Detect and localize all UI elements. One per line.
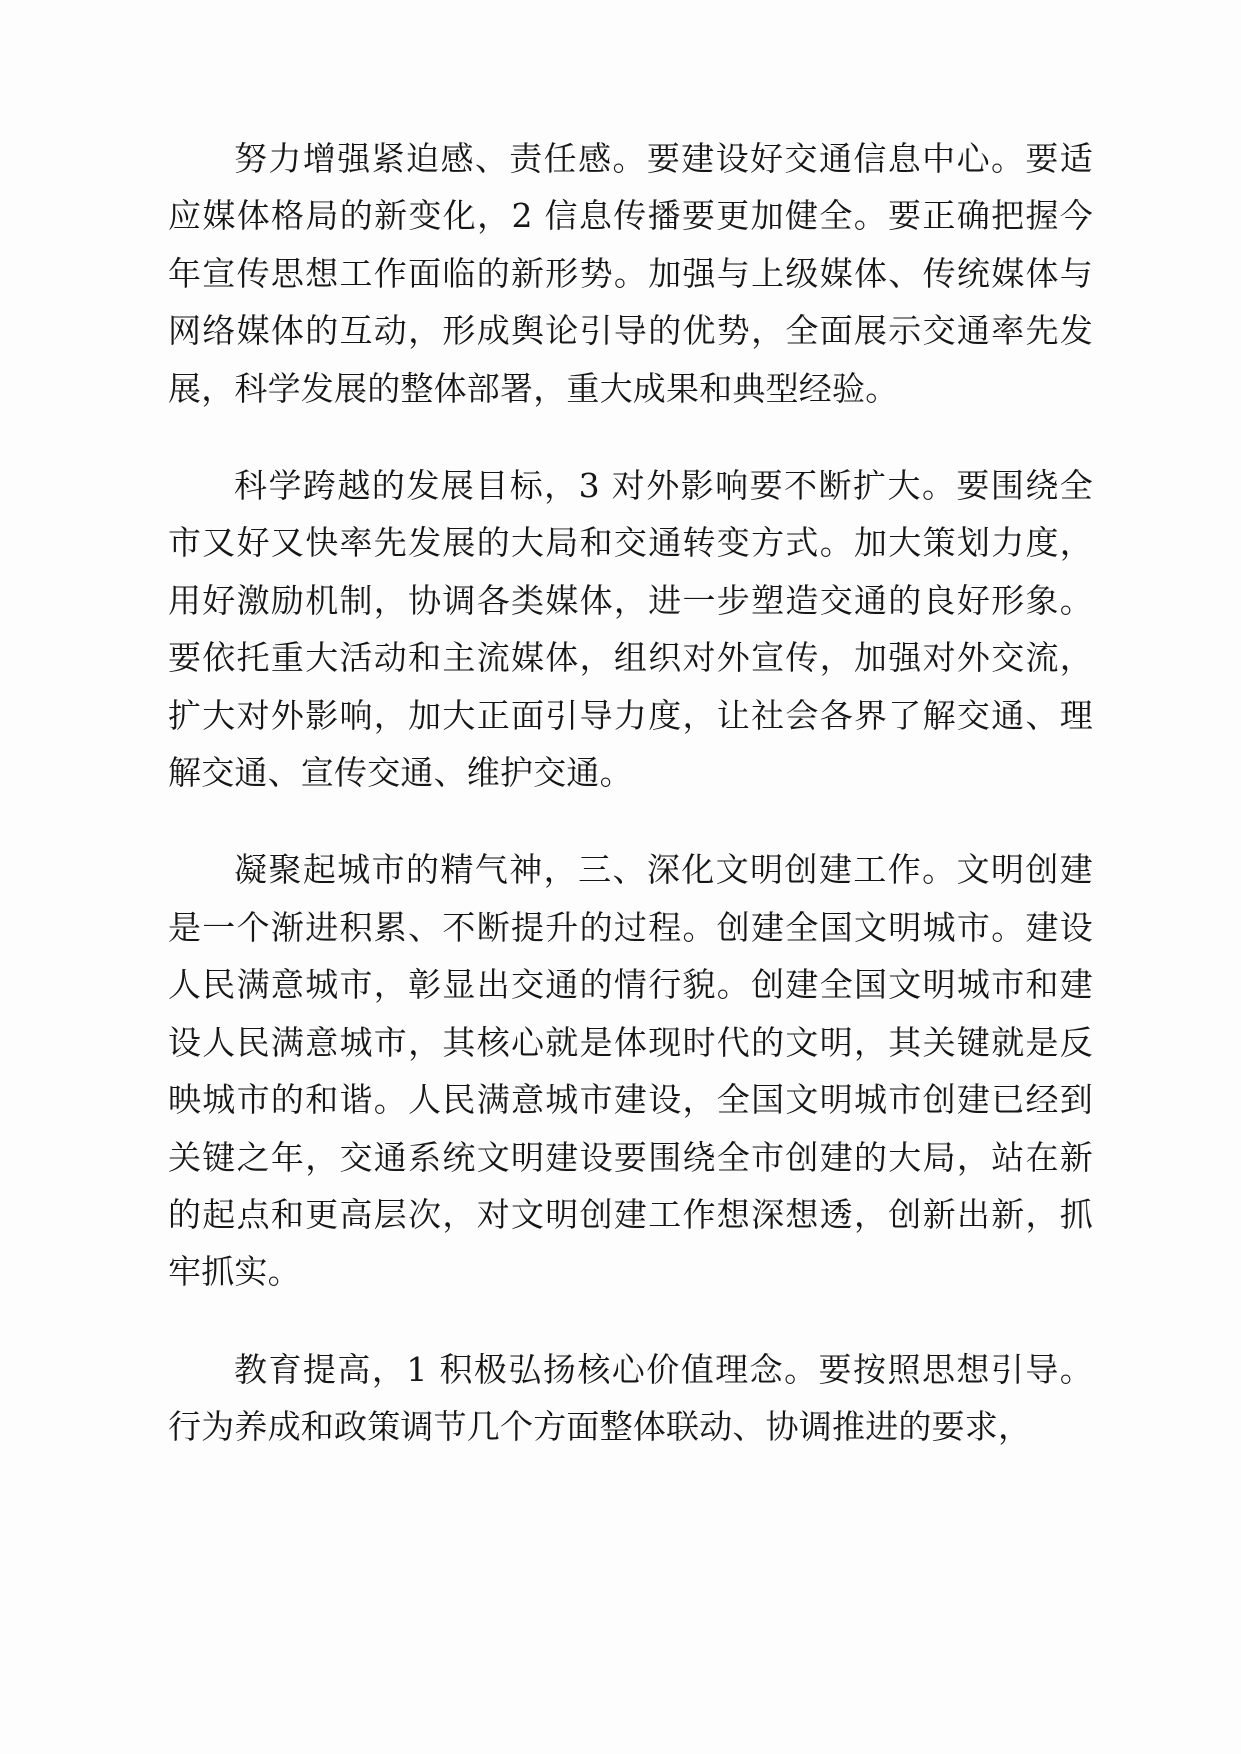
document-body — [168, 130, 1093, 1456]
paragraph: 凝聚起城市的精气神，三、深化文明创建工作。文明创建是一个渐进积累、不断提升的过程。创建全国文明城市。建设人民满意城市，彰显出交通的情行貌。创建全国文明城市和建设人民满意城市，其核心就是体现时代的文明，其关键就是反映城市的和谐。人民满意城市建设，全国文明城市创建已经到关键之年，交通系统文明建设要围绕全市创建的大局，站在新的起点和更高层次，对文明创建工作想深想透，创新出新，抓牢抓实。 — [168, 850, 1093, 1292]
paragraph: 教育提高，1 积极弘扬核心价值理念。要按照思想引导。行为养成和政策调节几个方面整体联动、协调推进的要求， — [168, 1349, 1093, 1447]
paragraph: 科学跨越的发展目标，3 对外影响要不断扩大。要围绕全市又好又快率先发展的大局和交通转变方式。加大策划力度，用好激励机制，协调各类媒体，进一步塑造交通的良好形象。要依托重大活动和主流媒体，组织对外宣传，加强对外交流，扩大对外影响，加大正面引导力度，让社会各界了解交通、理解交通、宣传交通、维护交通。 — [168, 466, 1093, 793]
paragraph: 努力增强紧迫感、责任感。要建设好交通信息中心。要适应媒体格局的新变化，2 信息传播要更加健全。要正确把握今年宣传思想工作面临的新形势。加强与上级媒体、传统媒体与网络媒体的互动，形成舆论引导的优势，全面展示交通率先发展，科学发展的整体部署，重大成果和典型经验。 — [168, 139, 1093, 408]
